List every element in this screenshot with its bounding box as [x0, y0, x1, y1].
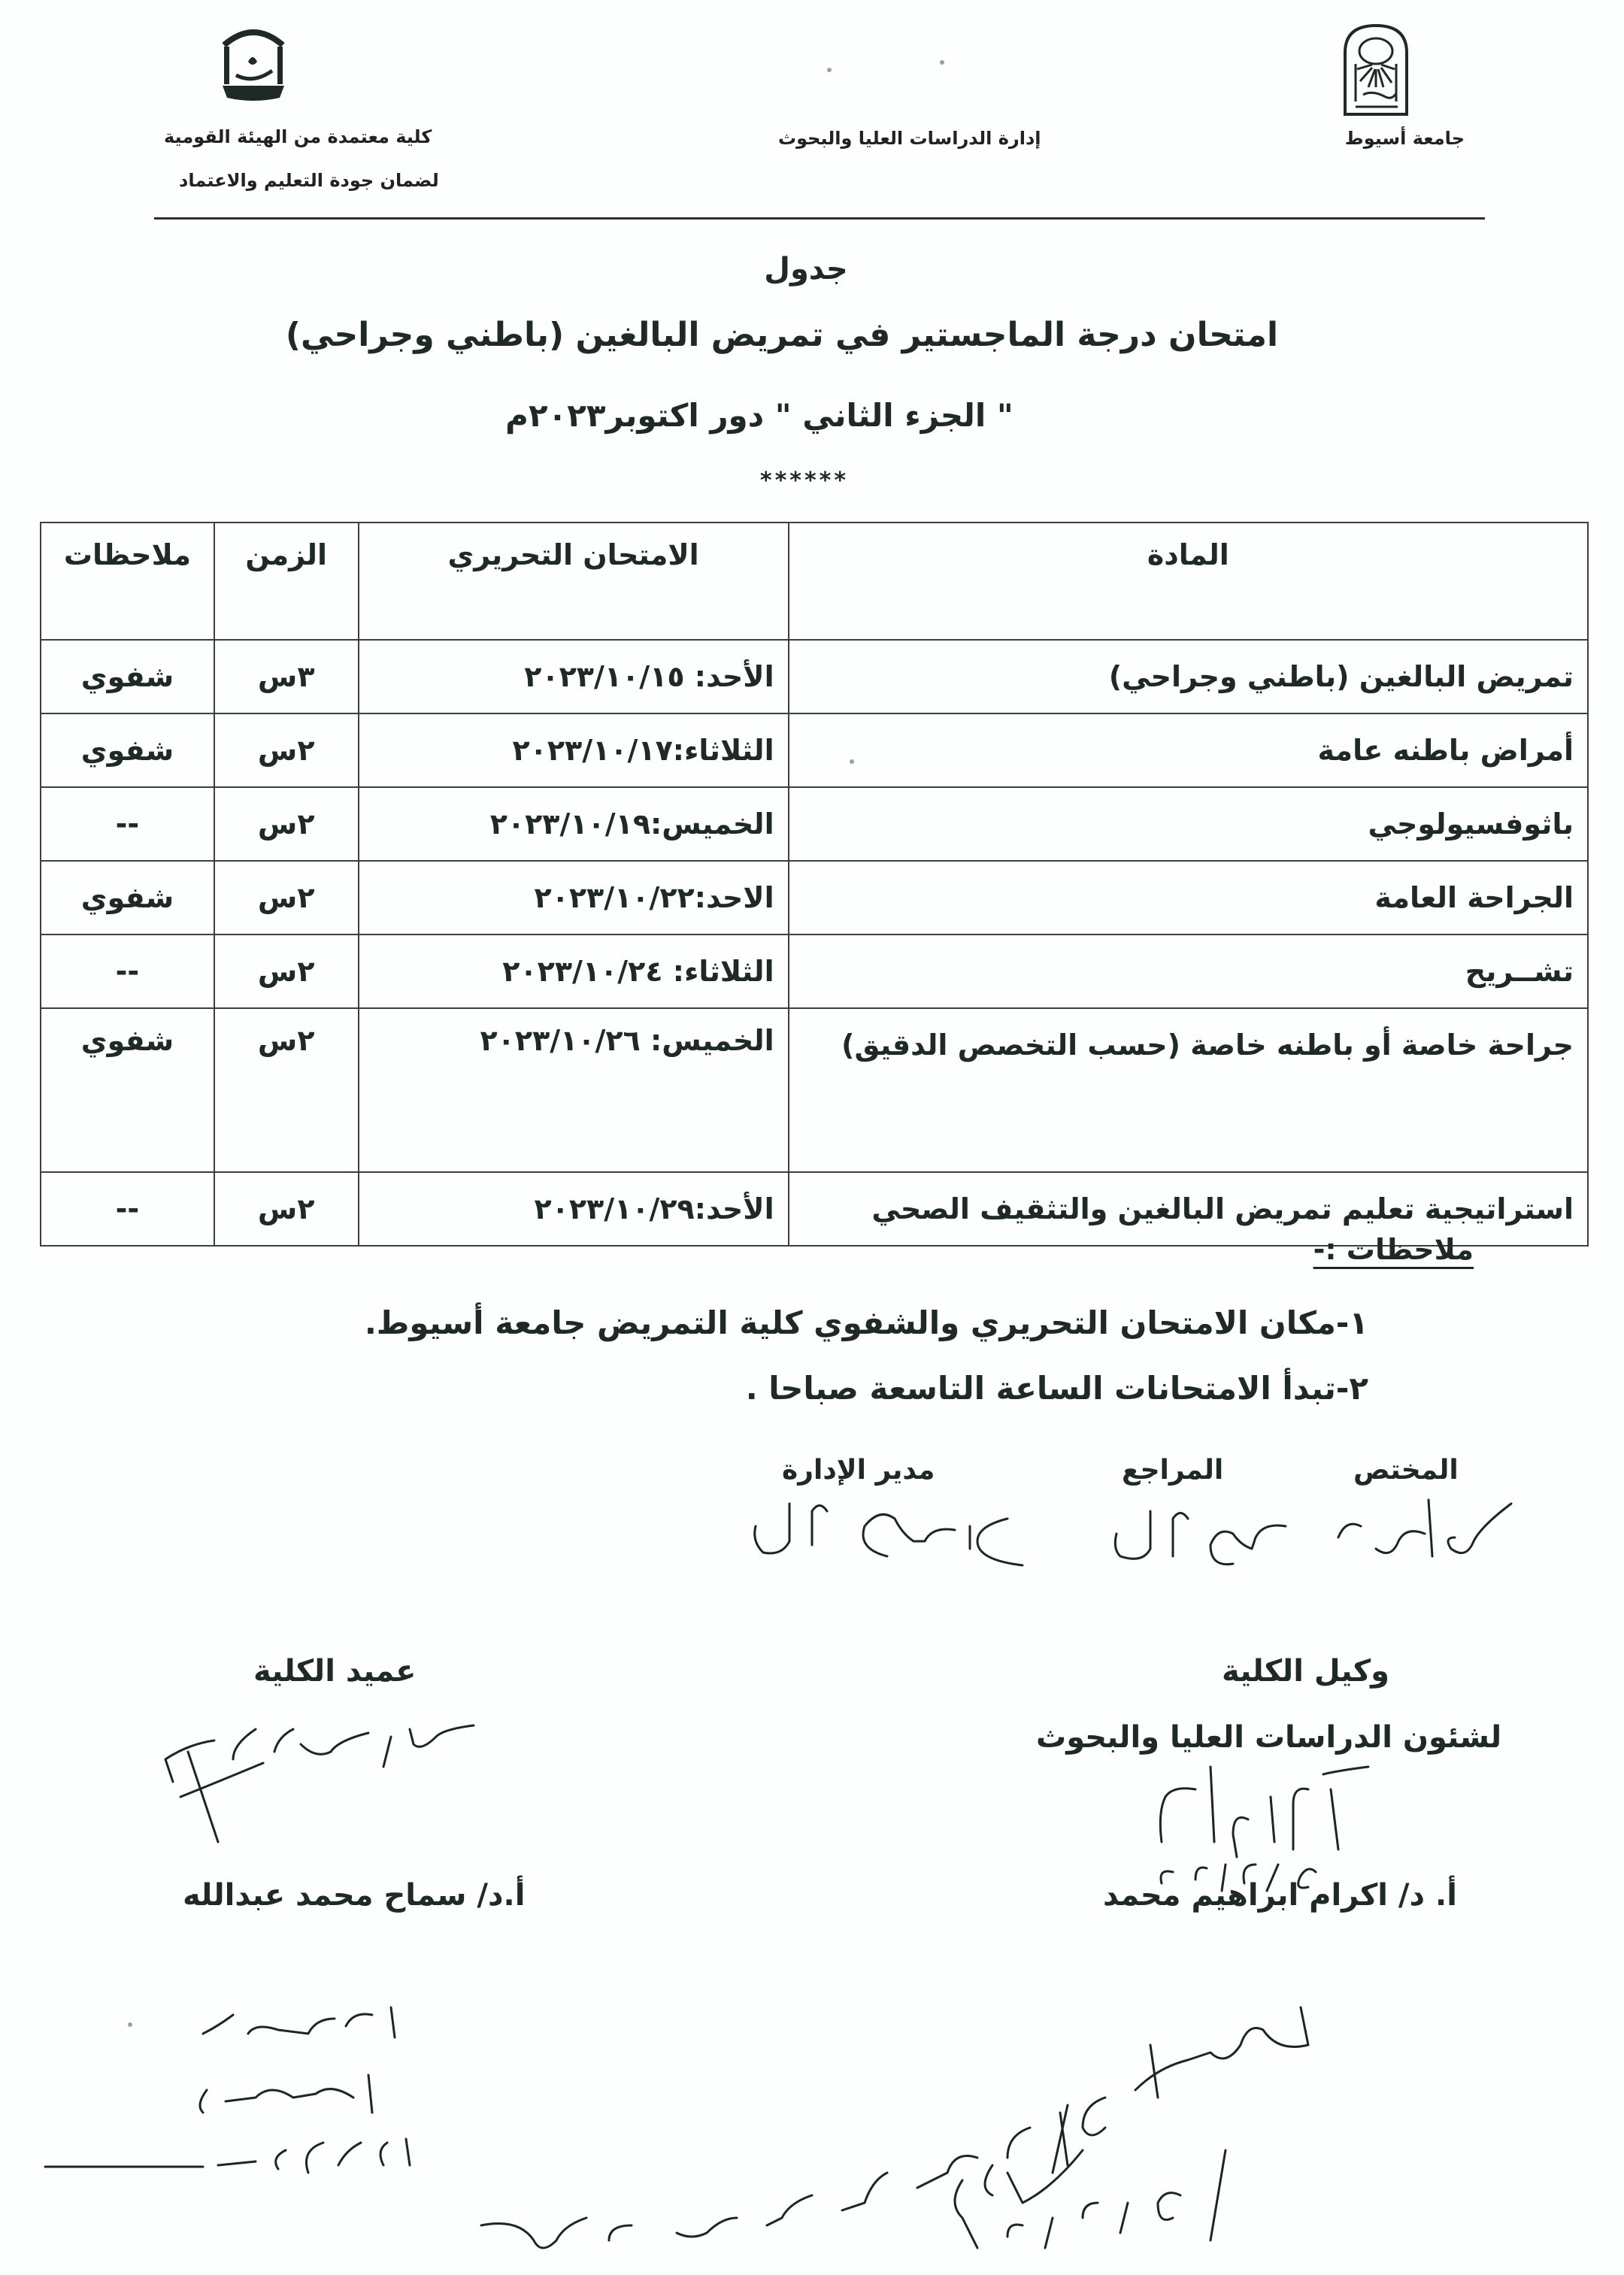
subject-cell: أمراض باطنه عامة: [789, 713, 1588, 787]
reviewer-label: المراجع: [1122, 1455, 1224, 1486]
duration-cell: ٢س: [214, 1008, 359, 1172]
exam-session: " الجزء الثاني " دور اكتوبر٢٠٢٣م: [505, 397, 1013, 434]
admin-director-signature: [744, 1496, 1030, 1571]
exam-schedule-table: [40, 522, 1589, 1247]
exam-date-cell: الأحد:٢٠٢٣/١٠/٢٩: [359, 1172, 789, 1246]
table-row: [41, 1008, 1588, 1172]
column-header-written-exam: الامتحان التحريري: [359, 523, 789, 640]
table-row: [41, 861, 1588, 935]
exam-date-cell: الاحد:٢٠٢٣/١٠/٢٢: [359, 861, 789, 935]
subject-cell: استراتيجية تعليم تمريض البالغين والتثقيف الصحي: [789, 1172, 1588, 1246]
scan-speck: [940, 60, 944, 65]
faculty-logo-icon: [220, 23, 287, 101]
duration-cell: ٢س: [214, 935, 359, 1008]
exam-date-cell: الخميس:٢٠٢٣/١٠/١٩: [359, 787, 789, 861]
exam-date-cell: الثلاثاء:٢٠٢٣/١٠/١٧: [359, 713, 789, 787]
vice-dean-title: وكيل الكلية: [1222, 1654, 1389, 1689]
document-heading: جدول: [764, 252, 848, 286]
vice-dean-portfolio: لشئون الدراسات العليا والبحوث: [1036, 1720, 1502, 1755]
dean-title: عميد الكلية: [253, 1654, 417, 1689]
subject-cell: تمريض البالغين (باطني وجراحي): [789, 640, 1588, 713]
duration-cell: ٢س: [214, 861, 359, 935]
table-row: [41, 640, 1588, 713]
notes-cell: --: [41, 787, 214, 861]
university-name: جامعة أسيوط: [1344, 128, 1465, 149]
department-name: إدارة الدراسات العليا والبحوث: [778, 128, 1041, 149]
notes-cell: شفوي: [41, 713, 214, 787]
accreditation-line-2: لضمان جودة التعليم والاعتماد: [179, 170, 439, 191]
exam-date-cell: الخميس: ٢٠٢٣/١٠/٢٦: [359, 1008, 789, 1172]
duration-cell: ٣س: [214, 640, 359, 713]
dean-signature: [143, 1714, 481, 1849]
note-item: ١-مكان الامتحان التحريري والشفوي كلية التمريض جامعة أسيوط.: [364, 1304, 1368, 1341]
notes-cell: شفوي: [41, 1008, 214, 1172]
faculty-logo: [220, 23, 287, 101]
column-header-subject: المادة: [789, 523, 1588, 640]
scan-speck: [128, 2022, 132, 2027]
notes-heading: ملاحظات :-: [1313, 1233, 1474, 1266]
exam-title: امتحان درجة الماجستير في تمريض البالغين (باطني وجراحي): [285, 316, 1279, 354]
subject-cell: تشــريح: [789, 935, 1588, 1008]
table-header-row: [41, 523, 1588, 640]
notes-cell: شفوي: [41, 640, 214, 713]
notes-cell: --: [41, 1172, 214, 1246]
notes-cell: --: [41, 935, 214, 1008]
subject-cell: جراحة خاصة أو باطنه خاصة (حسب التخصص الدقيق): [789, 1008, 1588, 1172]
vice-dean-name: أ. د/ اكرام ابراهيم محمد: [1103, 1878, 1457, 1913]
reviewer-signature: [1105, 1504, 1293, 1579]
column-header-duration: الزمن: [214, 523, 359, 640]
scan-speck: [827, 68, 832, 72]
duration-cell: ٢س: [214, 713, 359, 787]
handwritten-approval-note: [436, 1977, 1338, 2263]
table-row: [41, 935, 1588, 1008]
specialist-signature: [1293, 1496, 1519, 1571]
duration-cell: ٢س: [214, 787, 359, 861]
table-row: [41, 713, 1588, 787]
handwritten-note-left: [30, 1992, 421, 2188]
table-row: [41, 787, 1588, 861]
subject-cell: باثوفسيولوجي: [789, 787, 1588, 861]
note-item: ٢-تبدأ الامتحانات الساعة التاسعة صباحا .: [745, 1370, 1368, 1407]
scan-speck: [850, 759, 854, 764]
duration-cell: ٢س: [214, 1172, 359, 1246]
accreditation-line-1: كلية معتمدة من الهيئة القومية: [164, 126, 432, 147]
dean-name: أ.د/ سماح محمد عبدالله: [183, 1878, 526, 1913]
exam-date-cell: الثلاثاء: ٢٠٢٣/١٠/٢٤: [359, 935, 789, 1008]
notes-cell: شفوي: [41, 861, 214, 935]
university-logo-icon: [1342, 23, 1410, 117]
subject-cell: الجراحة العامة: [789, 861, 1588, 935]
column-header-notes: ملاحظات: [41, 523, 214, 640]
admin-director-label: مدير الإدارة: [782, 1455, 935, 1486]
university-logo: [1342, 23, 1410, 117]
exam-date-cell: الأحد: ٢٠٢٣/١٠/١٥: [359, 640, 789, 713]
header-divider: [154, 217, 1485, 220]
title-stars: ******: [759, 468, 850, 494]
specialist-label: المختص: [1353, 1455, 1459, 1486]
vice-dean-signature: [1083, 1759, 1383, 1895]
